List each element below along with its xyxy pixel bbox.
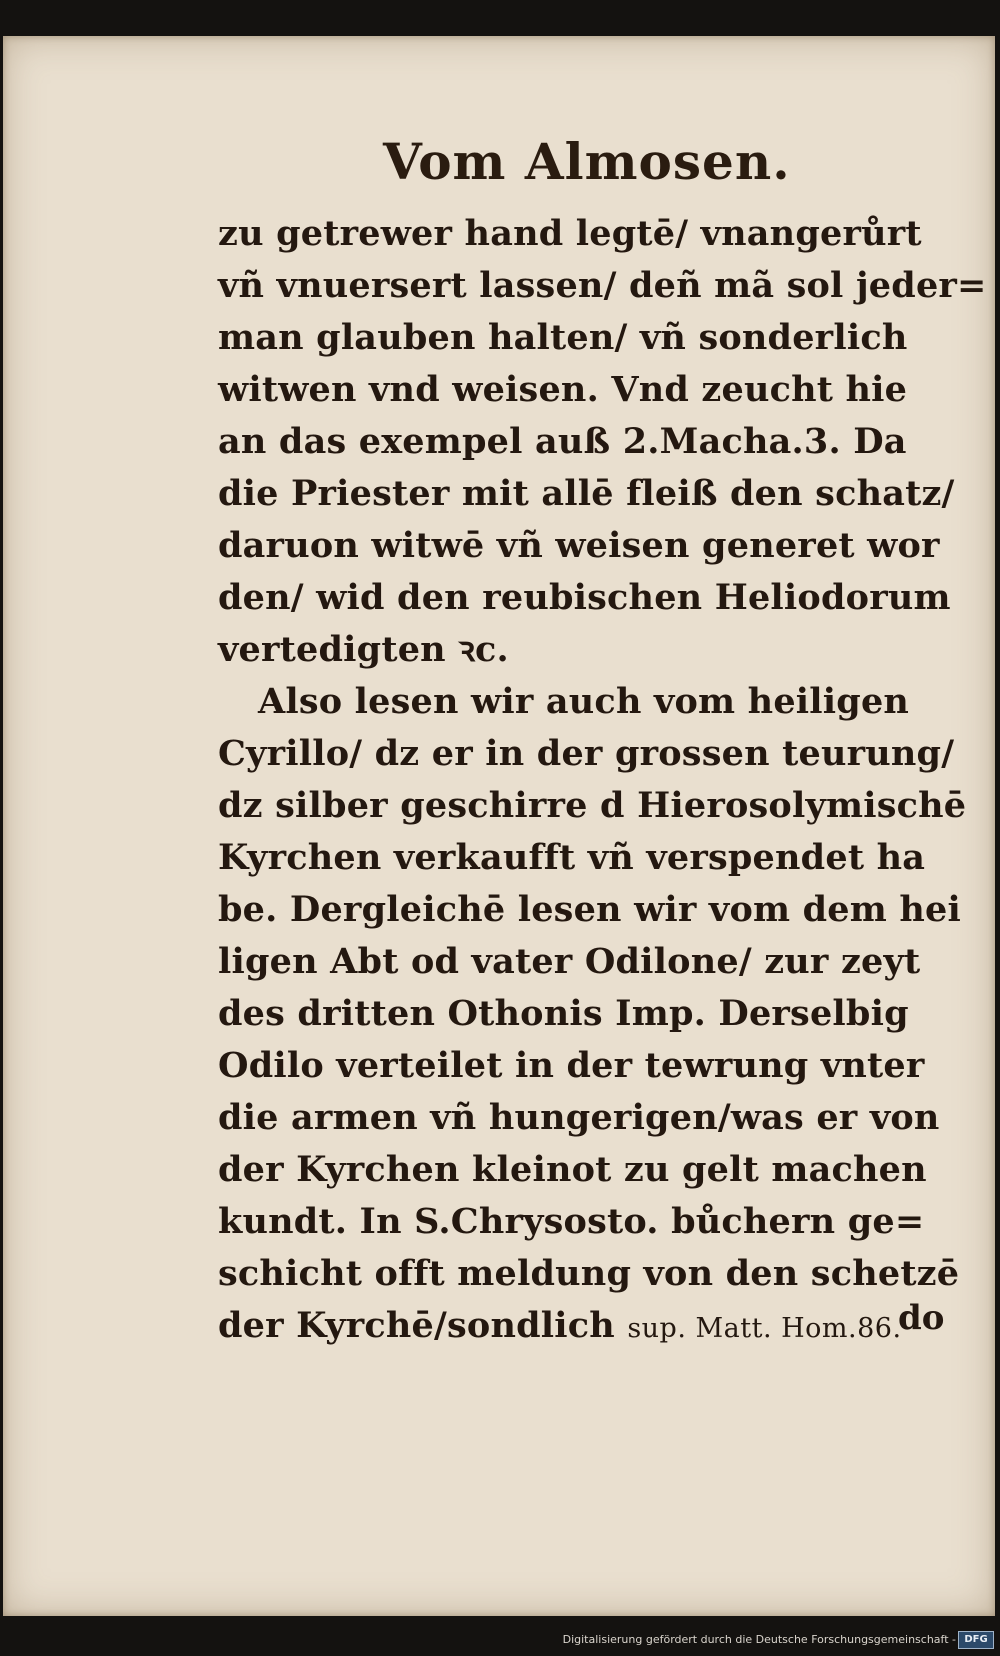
paragraph-start-line: Also lesen wir auch vom heiligen xyxy=(258,681,910,722)
text-line: an das exempel auß 2.Macha.3. Da xyxy=(218,421,907,462)
body-text xyxy=(218,208,987,1352)
book-page xyxy=(3,36,995,1616)
text-line: Cyrillo/ dz er in der grossen teurung/ xyxy=(218,733,955,774)
text-line: Kyrchen verkaufft vñ verspendet ha xyxy=(218,837,926,878)
text-line: vñ vnuersert lassen/ deñ mã sol jeder= xyxy=(218,265,987,306)
text-line: be. Dergleichē lesen wir vom dem hei xyxy=(218,889,962,930)
last-text-line xyxy=(218,1300,958,1352)
text-line: dz silber geschirre d Hierosolymischē xyxy=(218,785,967,826)
citation-reference: sup. Matt. Hom.86. xyxy=(627,1313,902,1344)
dfg-logo-icon: DFG xyxy=(958,1631,994,1649)
catchword: do xyxy=(898,1298,945,1338)
digitization-footer xyxy=(0,1628,1000,1656)
text-line: kundt. In S.Chrysosto. bůchern ge= xyxy=(218,1201,925,1242)
funding-note: Digitalisierung gefördert durch die Deutsche Forschungsgemeinschaft - xyxy=(562,1633,956,1646)
text-line: des dritten Othonis Imp. Derselbig xyxy=(218,993,909,1034)
text-line: ligen Abt od vater Odilone/ zur zeyt xyxy=(218,941,921,982)
text-line: die armen vñ hungerigen/was er von xyxy=(218,1097,940,1138)
last-line-main: der Kyrchē/sondlich xyxy=(218,1305,615,1346)
text-line: man glauben halten/ vñ sonderlich xyxy=(218,317,908,358)
running-head: Vom Almosen. xyxy=(383,132,791,191)
text-line: zu getrewer hand legtē/ vnangerůrt xyxy=(218,213,922,254)
text-line: witwen vnd weisen. Vnd zeucht hie xyxy=(218,369,908,410)
text-line: die Priester mit allē fleiß den schatz/ xyxy=(218,473,955,514)
text-line: vertedigten ꝛc. xyxy=(218,629,509,670)
text-line: daruon witwē vñ weisen generet wor xyxy=(218,525,940,566)
text-line: der Kyrchen kleinot zu gelt machen xyxy=(218,1149,927,1190)
text-line: Odilo verteilet in der tewrung vnter xyxy=(218,1045,925,1086)
text-line: schicht offt meldung von den schetzē xyxy=(218,1253,960,1294)
text-line: den/ wid den reubischen Heliodorum xyxy=(218,577,951,618)
